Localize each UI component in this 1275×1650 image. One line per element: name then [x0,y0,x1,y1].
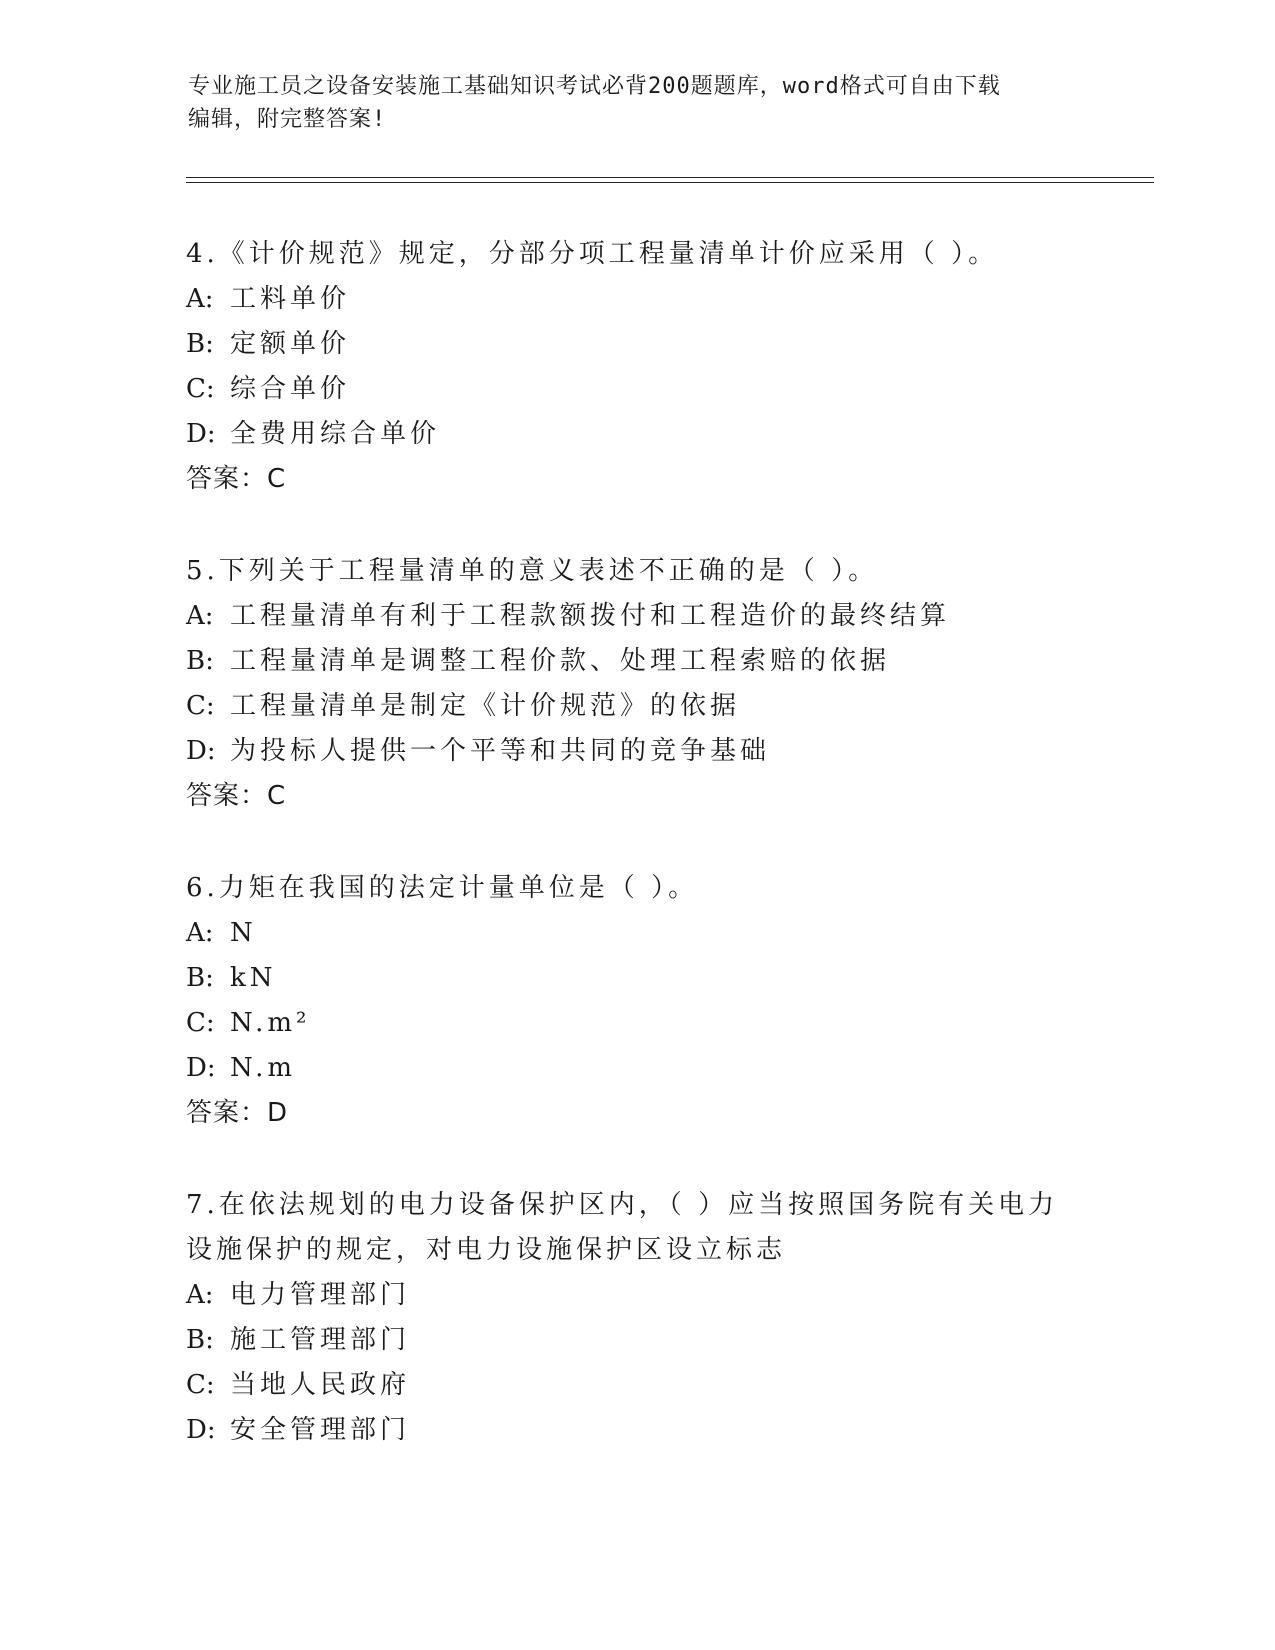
option-key: B: [186,329,214,359]
question-5 [186,549,1106,819]
option-text: 定额单价 [230,329,351,359]
option-d [186,729,1106,774]
option-key: A: [186,1280,214,1310]
question-stem: 6.力矩在我国的法定计量单位是（ ）。 [186,873,699,903]
option-key: D: [186,419,216,449]
option-text: 为投标人提供一个平等和共同的竞争基础 [230,736,771,766]
option-text: 当地人民政府 [230,1370,411,1400]
answer-text: 答案：C [186,781,287,811]
document-header [188,70,1088,136]
option-c [186,1363,1066,1408]
question-4 [186,232,1106,502]
option-key: D: [186,1053,216,1083]
option-text: 全费用综合单价 [230,419,441,449]
option-text: 电力管理部门 [230,1280,411,1310]
question-7 [186,1183,1066,1453]
option-key: B: [186,963,214,993]
question-stem: 4.《计价规范》规定，分部分项工程量清单计价应采用（ ）。 [186,239,999,269]
option-key: A: [186,601,214,631]
option-text: N [230,918,257,948]
option-c [186,1001,1106,1046]
option-key: D: [186,736,216,766]
option-key: C: [186,1370,215,1400]
question-stem: 7.在依法规划的电力设备保护区内，（ ）应当按照国务院有关电力设施保护的规定，对电力设施保护区设立标志 [186,1190,1059,1265]
option-c [186,367,1106,412]
question-6 [186,866,1106,1136]
option-a [186,1273,1066,1318]
option-key: A: [186,284,214,314]
option-text: 工程量清单是调整工程价款、处理工程索赔的依据 [230,646,891,676]
option-key: A: [186,918,214,948]
option-d [186,1408,1066,1453]
option-b [186,1318,1066,1363]
answer-text: 答案：C [186,464,287,494]
option-text: 工料单价 [230,284,351,314]
option-key: B: [186,1325,214,1355]
option-key: B: [186,646,214,676]
option-a [186,594,1106,639]
header-line-2: 编辑，附完整答案! [188,107,387,132]
option-b [186,322,1106,367]
option-d [186,1046,1106,1091]
option-text: 工程量清单是制定《计价规范》的依据 [230,691,741,721]
option-text: 施工管理部门 [230,1325,411,1355]
option-text: 安全管理部门 [230,1415,411,1445]
option-text: kN [230,963,277,993]
option-key: C: [186,374,215,404]
header-divider-line-1 [186,177,1154,178]
option-d [186,412,1106,457]
question-stem: 5.下列关于工程量清单的意义表述不正确的是（ ）。 [186,556,879,586]
answer-text: 答案：D [186,1098,289,1128]
option-key: C: [186,691,215,721]
option-b [186,639,1106,684]
option-a [186,911,1106,956]
option-text: N.m [230,1053,297,1083]
header-divider-line-2 [186,182,1154,183]
option-text: N.m² [230,1008,311,1038]
option-text: 工程量清单有利于工程款额拨付和工程造价的最终结算 [230,601,951,631]
option-text: 综合单价 [230,374,351,404]
header-line-1: 专业施工员之设备安装施工基础知识考试必背200题题库，word格式可自由下载 [188,74,1001,99]
option-key: D: [186,1415,216,1445]
option-key: C: [186,1008,215,1038]
option-b [186,956,1106,1001]
option-a [186,277,1106,322]
option-c [186,684,1106,729]
